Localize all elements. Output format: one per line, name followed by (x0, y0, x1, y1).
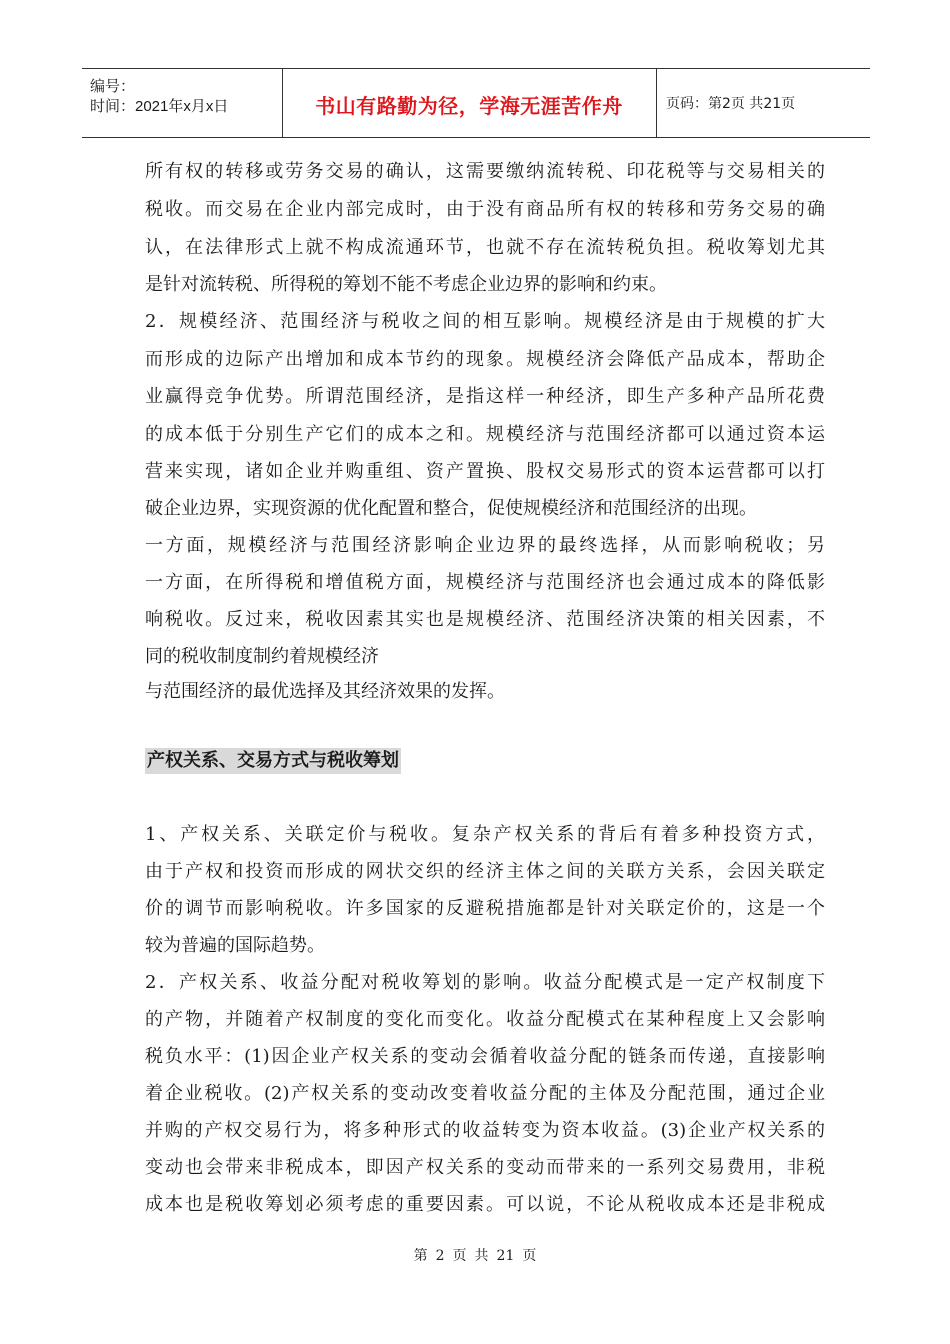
body-line: 2．规模经济、范围经济与税收之间的相互影响。规模经济是由于规模的扩大 (145, 311, 825, 332)
section-heading: 产权关系、交易方式与税收筹划 (145, 748, 401, 774)
body-line: 营来实现，诸如企业并购重组、资产置换、股权交易形式的资本运营都可以打 (145, 461, 825, 482)
footer-total-pages: 21 (496, 1248, 515, 1264)
header-meta-cell (82, 69, 283, 137)
header-page-info: 页码：第2页 共21页 (666, 96, 796, 112)
body-line: 响税收。反过来，税收因素其实也是规模经济、范围经济决策的相关因素，不 (145, 609, 825, 630)
body-line: 的成本低于分别生产它们的成本之和。规模经济与范围经济都可以通过资本运 (145, 424, 825, 445)
body-line: 业赢得竞争优势。所谓范围经济，是指这样一种经济，即生产多种产品所花费 (145, 386, 825, 407)
section-line: 价的调节而影响税收。许多国家的反避税措施都是针对关联定价的，这是一个 (145, 898, 825, 919)
footer-gong: 共 (474, 1248, 489, 1264)
header-table (82, 68, 870, 138)
body-line: 与范围经济的最优选择及其经济效果的发挥。 (145, 681, 505, 702)
body-line: 一方面，在所得税和增值税方面，规模经济与范围经济也会通过成本的降低影 (145, 572, 825, 593)
section-line: 变动也会带来非税成本，即因产权关系的变动而带来的一系列交易费用，非税 (145, 1157, 825, 1178)
footer-ye-end: 页 (522, 1248, 537, 1264)
footer-di: 第 (413, 1248, 428, 1264)
page-footer (0, 1245, 950, 1265)
body-line: 破企业边界，实现资源的优化配置和整合，促使规模经济和范围经济的出现。 (145, 498, 757, 519)
section-line: 由于产权和投资而形成的网状交织的经济主体之间的关联方关系，会因关联定 (145, 861, 825, 882)
body-line: 是针对流转税、所得税的筹划不能不考虑企业边界的影响和约束。 (145, 274, 667, 295)
document-number-label: 编号： (90, 78, 136, 95)
body-line: 一方面，规模经济与范围经济影响企业边界的最终选择，从而影响税收；另 (145, 535, 825, 556)
section-line: 1、产权关系、关联定价与税收。复杂产权关系的背后有着多种投资方式， (145, 824, 825, 845)
section-line: 并购的产权交易行为，将多种形式的收益转变为资本收益。(3)企业产权关系的 (145, 1120, 825, 1141)
body-line: 同的税收制度制约着规模经济 (145, 646, 379, 667)
section-line: 税负水平：(1)因企业产权关系的变动会循着收益分配的链条而传递，直接影响 (145, 1046, 825, 1067)
section-line: 成本也是税收筹划必须考虑的重要因素。可以说，不论从税收成本还是非税成 (145, 1194, 825, 1215)
footer-ye: 页 (452, 1248, 467, 1264)
body-line: 税收。而交易在企业内部完成时，由于没有商品所有权的转移和劳务交易的确 (145, 199, 825, 220)
document-time-label: 时间：2021年x月x日 (90, 98, 229, 115)
body-line: 而形成的边际产出增加和成本节约的现象。规模经济会降低产品成本，帮助企 (145, 349, 825, 370)
header-motto-cell (282, 69, 657, 137)
section-line: 的产物，并随着产权制度的变化而变化。收益分配模式在某种程度上又会影响 (145, 1009, 825, 1030)
footer-page-number: 2 (435, 1248, 445, 1264)
body-line: 所有权的转移或劳务交易的确认，这需要缴纳流转税、印花税等与交易相关的 (145, 161, 825, 182)
section-line: 2．产权关系、收益分配对税收筹划的影响。收益分配模式是一定产权制度下 (145, 972, 825, 993)
section-line: 较为普遍的国际趋势。 (145, 935, 325, 956)
body-line: 认，在法律形式上就不构成流通环节，也就不存在流转税负担。税收筹划尤其 (145, 237, 825, 258)
header-page-cell (656, 69, 870, 137)
header-motto: 书山有路勤为径，学海无涯苦作舟 (315, 94, 623, 118)
section-line: 着企业税收。(2)产权关系的变动改变着收益分配的主体及分配范围，通过企业 (145, 1083, 825, 1104)
